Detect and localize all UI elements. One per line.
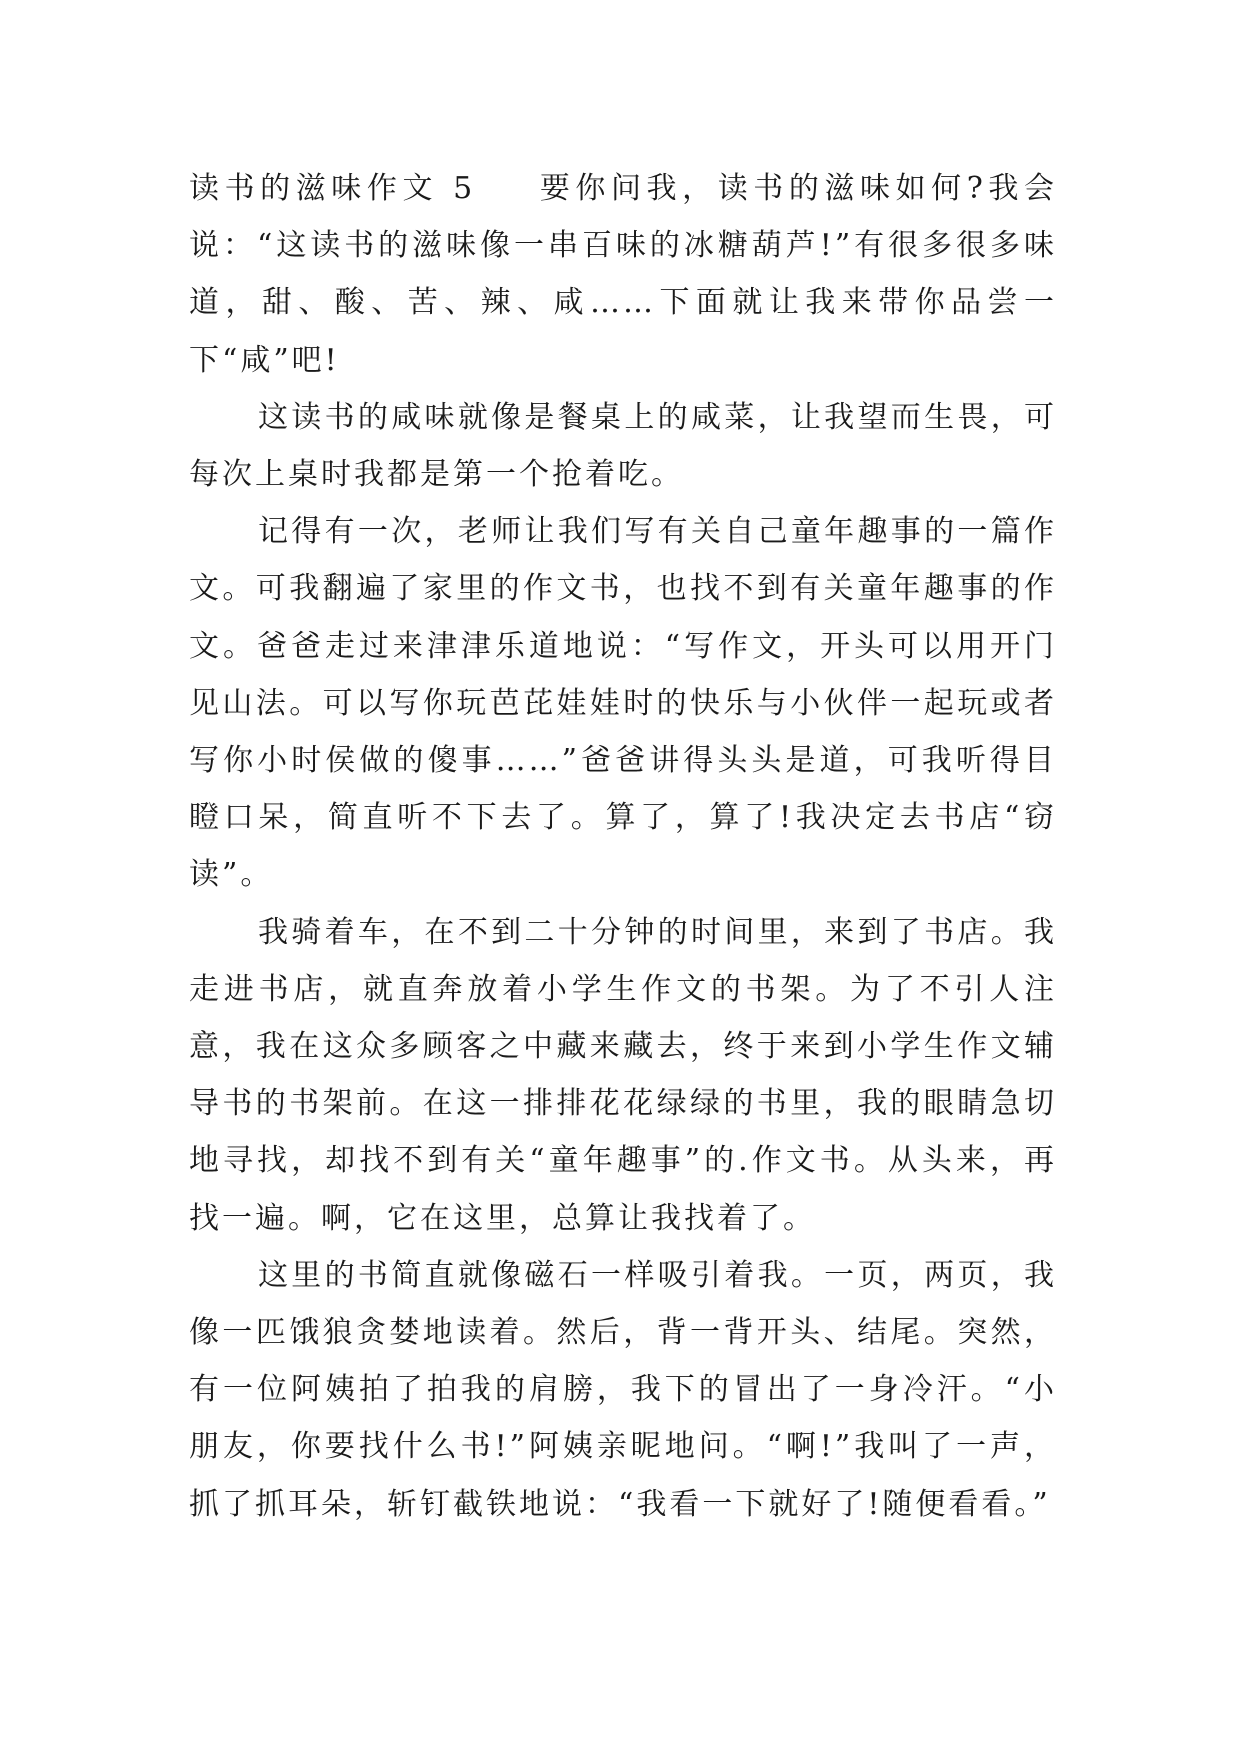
article-title: 读书的滋味作文 5	[189, 171, 476, 206]
paragraph-3: 记得有一次，老师让我们写有关自己童年趣事的一篇作文。可我翻遍了家里的作文书，也找不到有关童年趣事的作文。爸爸走过来津津乐道地说：“写作文，开头可以用开门见山法。可以写你玩芭芘娃娃时的快乐与小伙伴一起玩或者写你小时侯做的傻事……”爸爸讲得头头是道，可我听得目瞪口呆，简直听不下去了。算了，算了!我决定去书店“窃读”。	[189, 514, 1057, 893]
article-body	[189, 160, 1057, 1533]
paragraph-1-text: 要你问我，读书的滋味如何?我会说：“这读书的滋味像一串百味的冰糖葫芦!”有很多很多味道，甜、酸、苦、辣、咸……下面就让我来带你品尝一下“咸”吧!	[189, 171, 1057, 378]
paragraph-intro	[189, 160, 1057, 389]
paragraph-5: 这里的书简直就像磁石一样吸引着我。一页，两页，我像一匹饿狼贪婪地读着。然后，背一背开头、结尾。突然，有一位阿姨拍了拍我的肩膀，我下的冒出了一身冷汗。“小朋友，你要找什么书!”阿姨亲昵地问。“啊!”我叫了一声，抓了抓耳朵，斩钉截铁地说：“我看一下就好了!随便看看。”	[189, 1257, 1057, 1522]
paragraph-4: 我骑着车，在不到二十分钟的时间里，来到了书店。我走进书店，就直奔放着小学生作文的书架。为了不引人注意，我在这众多顾客之中藏来藏去，终于来到小学生作文辅导书的书架前。在这一排排花花绿绿的书里，我的眼睛急切地寻找，却找不到有关“童年趣事”的.作文书。从头来，再找一遍。啊，它在这里，总算让我找着了。	[189, 914, 1057, 1236]
paragraph-2: 这读书的咸味就像是餐桌上的咸菜，让我望而生畏，可每次上桌时我都是第一个抢着吃。	[189, 399, 1057, 493]
